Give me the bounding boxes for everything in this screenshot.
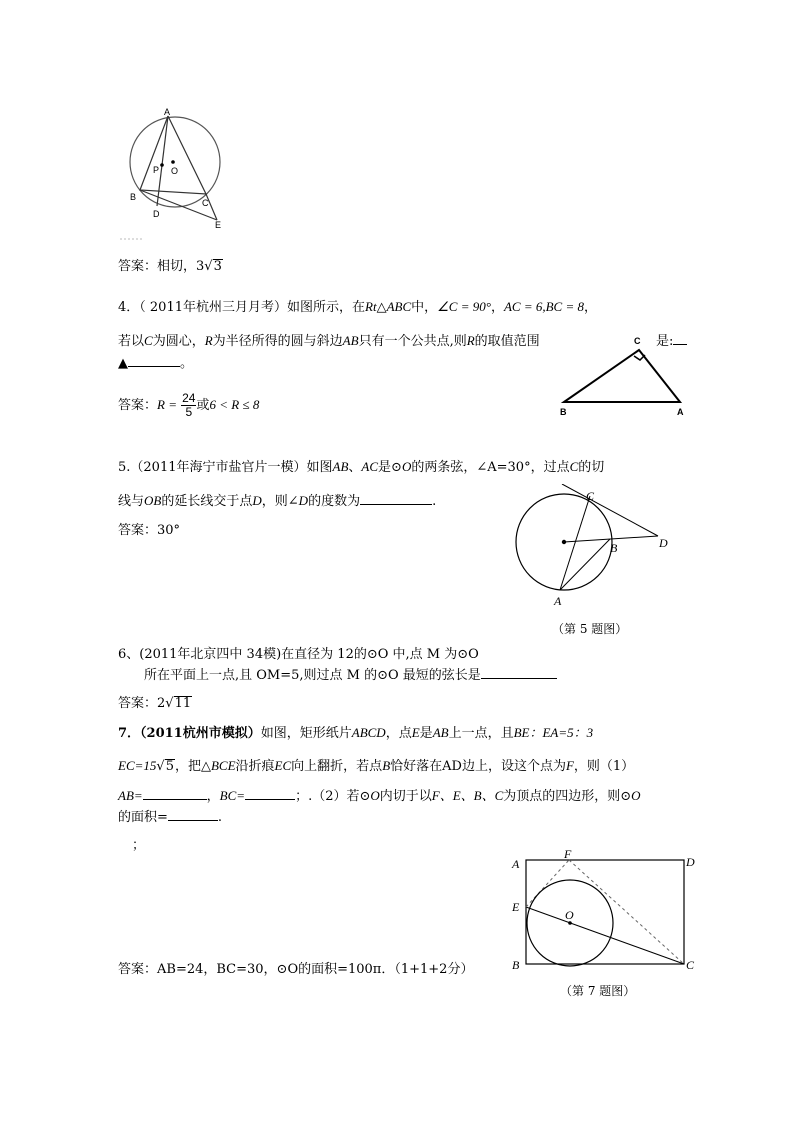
label-A: A (512, 857, 520, 871)
q7-line1: 7．（2011杭州市模拟）如图，矩形纸片ABCD，点E是AB上一点，且BE：EA=5：3 (118, 725, 594, 741)
q7-blank-area (168, 808, 218, 821)
q7-stray: ； (132, 838, 146, 853)
q4-line2: 若以C为圆心，R为半径所得的圆与斜边AB只有一个公共点,则R的取值范围 (118, 333, 540, 349)
triangle-mark: ▲ (118, 356, 128, 371)
q7-blank-ab (143, 787, 207, 800)
q7-blank-bc (245, 787, 295, 800)
q7-line4: 的面积= . (118, 810, 223, 825)
figure-circle-tangent (508, 484, 688, 614)
label-C: C (686, 958, 695, 972)
q5-line2: 线与OB的延长线交于点D，则∠D的度数为 . (118, 493, 437, 509)
q4-answer: 答案：R = $\frac{24}{5}$ 或6 < R ≤ 8 (118, 391, 260, 419)
q6-line2: 所在平面上一点,且 OM=5,则过点 M 的⊙O 最短的弦长是 (144, 664, 557, 683)
answer-radicand: 3 (213, 259, 222, 274)
label-E: E (215, 220, 222, 230)
answer-prev: 答案：相切，3√3 (118, 259, 222, 274)
label-B: B (610, 541, 618, 555)
figure-right-triangle (556, 330, 696, 420)
q5-blank (360, 492, 432, 505)
q7-line2: EC=15√5，把△BCE沿折痕EC向上翻折，若点B恰好落在AD边上，设这个点为F，则（1） (118, 758, 635, 774)
q5-answer: 答案：30° (118, 523, 181, 538)
answer-coef: 3 (196, 259, 205, 274)
label-D: D (153, 209, 160, 219)
label-O: O (171, 166, 179, 176)
q6-blank (481, 666, 557, 679)
q4-blank (128, 354, 180, 367)
label-C: C (202, 198, 209, 208)
label-O: O (565, 908, 574, 922)
label-F: F (564, 848, 572, 861)
sqrt-symbol: √ (204, 259, 213, 274)
q5-caption: （第 5 题图） (552, 622, 628, 636)
label-D: D (659, 536, 668, 550)
label-A: A (554, 594, 562, 608)
q7-line3: AB= ，BC= ；.（2）若⊙O内切于以F、E、B、C为顶点的四边形，则⊙O (118, 788, 641, 804)
sqrt-symbol: √ (156, 759, 165, 774)
sqrt-symbol: √ (165, 696, 174, 711)
label-B: B (130, 192, 137, 202)
label-E: E (512, 900, 520, 914)
label-B: B (512, 958, 520, 972)
figure-rectangle (506, 848, 702, 976)
q6-line1: 6、(2011年北京四中 34模)在直径为 12的⊙O 中,点 M 为⊙O (118, 647, 479, 662)
label-B: B (560, 407, 567, 417)
q4-shi: 是: (656, 330, 687, 349)
label-C: C (586, 489, 595, 503)
q6-answer: 答案：2√11 (118, 696, 192, 711)
label-P: P (153, 165, 160, 175)
q4-line1: 4．（ 2011年杭州三月月考）如图所示，在Rt△ABC中，∠C = 90°，AC = 6,BC = 8， (118, 299, 598, 315)
answer-fraction: $\frac{24}{5}$ (182, 391, 196, 419)
q7-caption: （第 7 题图） (560, 984, 636, 998)
figure-circle-triangle (120, 102, 240, 242)
label-D: D (686, 855, 695, 869)
label-A: A (164, 107, 171, 117)
q5-line1: 5.（2011年海宁市盐官片一模）如图AB、AC是⊙O的两条弦，∠A=30°，过点C的切 (118, 459, 605, 475)
q7-answer: 答案：AB=24，BC=30，⊙O的面积=100π．（1+1+2分） (118, 962, 474, 977)
label-A: A (677, 407, 684, 417)
q4-line3: ▲ 。 (118, 356, 194, 371)
label-C: C (634, 336, 641, 346)
